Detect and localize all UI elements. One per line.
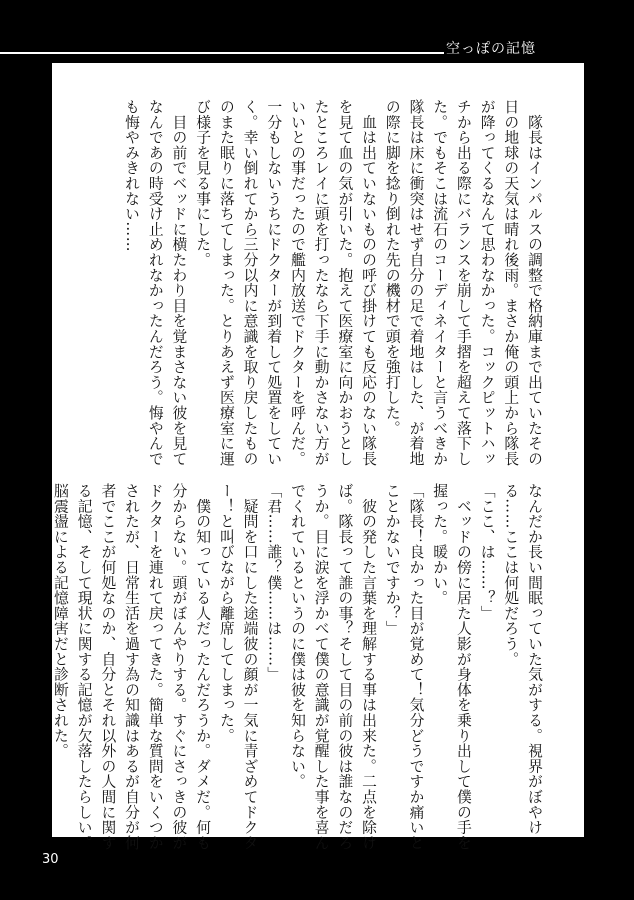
text-line: されたが、日常生活を過す為の知識はあるが自分が何 (123, 483, 141, 851)
text-line: 目の前でベッドに横たわり目を覚まさない彼を見て (170, 99, 188, 467)
text-line: 「ここ、は……？」 (478, 483, 496, 621)
text-line: 血は出ていないものの呼び掛けても反応のない隊長 (360, 99, 378, 467)
text-line: なんだか長い間眠っていた気がする。視界がぼやけ (526, 483, 543, 835)
text-line: 分からない。頭がぼんやりする。すぐにさっきの彼が (170, 483, 188, 851)
upper-text-block (119, 99, 546, 467)
text-line: チから出る際にバランスを崩して手摺を超えて落下し (454, 99, 472, 467)
text-line: た。でもそこは流石のコーディネイターと言うべきか (431, 99, 449, 467)
text-line: なんであの時受け止めれなかったんだろう。悔やんで (146, 99, 164, 467)
text-line: 隊長はインパルスの調整で格納庫まで出ていたその (526, 99, 543, 467)
text-line: ベッドの傍に居た人影が身体を乗り出して僕の手を (454, 483, 472, 851)
text-line: の際に脚を捻り倒れた先の機材で頭を強打した。 (383, 99, 401, 436)
text-line: 隊長は床に衝突はせず自分の足で着地はした、が着地 (407, 99, 425, 467)
text-line: 日の地球の天気は晴れ後雨。まさか俺の頭上から隊長 (502, 99, 520, 467)
text-line: のまた眠りに落ちてしまった。とりあえず医療室に運 (217, 99, 235, 467)
text-line: る……ここは何処だろう。 (502, 483, 520, 667)
text-line: も悔やみきれない…… (123, 99, 141, 252)
text-line: 疑問を口にした途端彼の顔が一気に青ざめてドクタ (241, 483, 259, 851)
text-line: うか。目に涙を浮かべて僕の意識が覚醒した事を喜ん (312, 483, 330, 851)
text-line: く。幸い倒れてから三分以内に意識を取り戻したもの (241, 99, 259, 467)
text-line: を見て血の気が引いた。抱えて医療室に向かおうとし (336, 99, 354, 467)
text-line: 握った。暖かい。 (431, 483, 449, 606)
text-panel (51, 63, 584, 851)
text-line: 脳震盪による記憶障害だと診断された。 (51, 483, 69, 759)
text-line: 彼の発した言葉を理解する事は出来た。二点を除け (360, 483, 378, 851)
text-line: ば。隊長って誰の事？そして目の前の彼は誰なのだろ (336, 483, 354, 851)
header-rule (0, 52, 444, 54)
text-line: 者でここが何処なのか、自分とそれ以外の人間に関す (99, 483, 117, 851)
page-number: 30 (42, 852, 59, 867)
lower-text-block (48, 483, 546, 851)
text-line: る記憶、そして現状に関する記憶が欠落したらしい。 (75, 483, 93, 851)
text-line: ことかないですか？」 (383, 483, 401, 636)
text-line: いいとの事だったので艦内放送でドクターを呼んだ。 (288, 99, 306, 467)
text-line: が降ってくるなんて思わなかった。コックピットハッ (478, 99, 496, 467)
text-line: 「君……誰？僕……は……」 (265, 483, 283, 682)
text-line: ー！と叫びながら離席してしまった。 (217, 483, 235, 744)
text-line: でくれているというのに僕は彼を知らない。 (288, 483, 306, 789)
text-line: び様子を見る事にした。 (194, 99, 212, 268)
text-line: 僕の知っている人だったんだろうか。ダメだ。何も (194, 483, 212, 851)
text-line: 「隊長！良かった目が覚めて！気分どうですか痛いと (407, 483, 425, 851)
text-line: たところレイに頭を打ったなら下手に動かさない方が (312, 99, 330, 467)
chapter-title: 空っぽの記憶 (446, 41, 536, 57)
text-line: 一分もしないうちにドクターが到着して処置をしてい (265, 99, 283, 467)
text-line: ドクターを連れて戻ってきた。簡単な質問をいくつか (146, 483, 164, 851)
